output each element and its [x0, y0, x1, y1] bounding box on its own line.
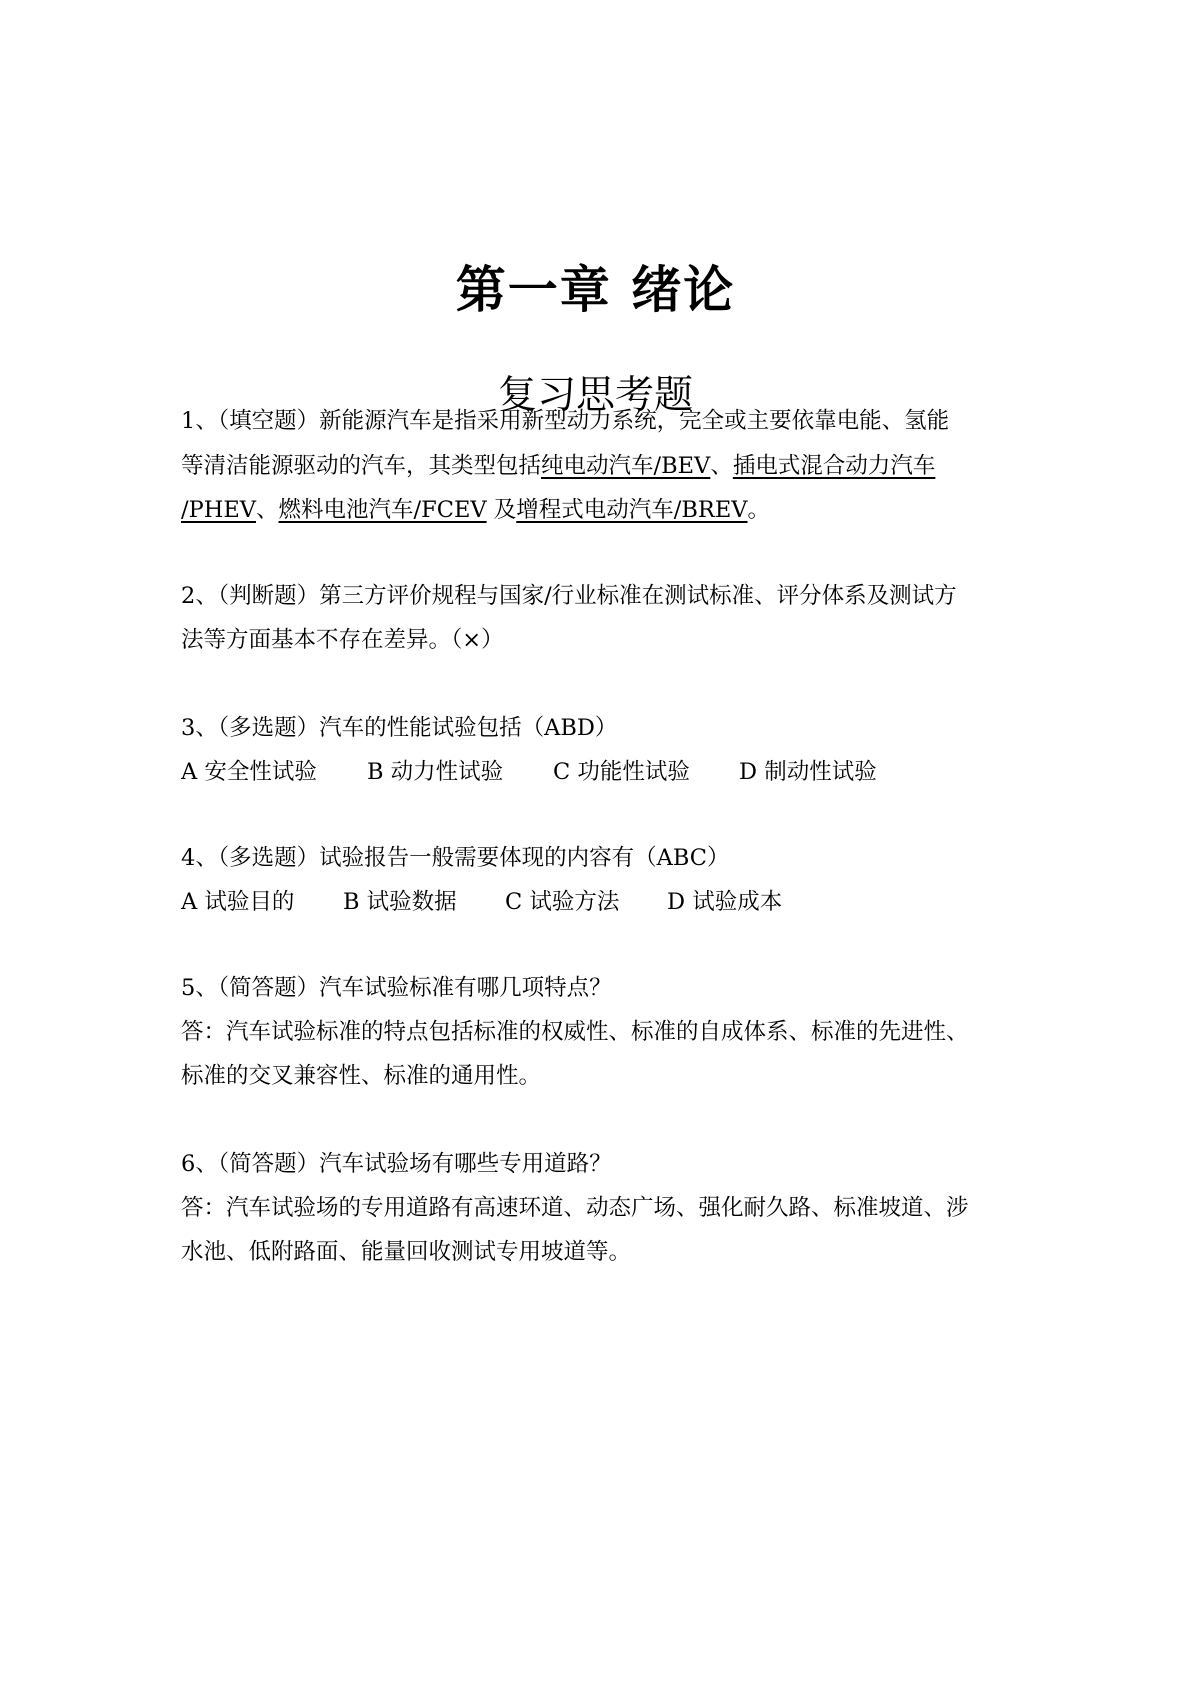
q1-line-2	[181, 450, 1021, 482]
q5-answer-line-1: 答：汽车试验标准的特点包括标准的权威性、标准的自成体系、标准的先进性、	[181, 1019, 969, 1045]
q1-line-3	[181, 494, 1021, 526]
q1-answer-bev: 纯电动汽车/BEV	[541, 453, 711, 479]
q4-option-d: D 试验成本	[667, 889, 783, 915]
q1-line-1: 1、（填空题）新能源汽车是指采用新型动力系统，完全或主要依靠电能、氢能	[181, 408, 950, 434]
q3-option-d: D 制动性试验	[739, 759, 877, 785]
q6-answer-line-1: 答：汽车试验场的专用道路有高速环道、动态广场、强化耐久路、标准坡道、涉	[181, 1195, 969, 1221]
q6-question: 6、（简答题）汽车试验场有哪些专用道路？	[181, 1151, 612, 1177]
q1-separator: 、	[256, 497, 279, 523]
q1-answer-brev: 增程式电动汽车/BREV	[516, 497, 748, 523]
q1-separator: 、	[710, 453, 733, 479]
q3-option-a: A 安全性试验	[181, 759, 317, 785]
section-title: 复习思考题	[497, 373, 693, 418]
q5-answer-line-2: 标准的交叉兼容性、标准的通用性。	[181, 1063, 542, 1089]
q2-line-2: 法等方面基本不存在差异。（×）	[181, 627, 504, 653]
q2-line-1: 2、（判断题）第三方评价规程与国家/行业标准在测试标准、评分体系及测试方	[181, 583, 957, 609]
q5-question: 5、（简答题）汽车试验标准有哪几项特点？	[181, 975, 612, 1001]
q4-option-c: C 试验方法	[505, 889, 620, 915]
q3-question: 3、（多选题）汽车的性能试验包括（ABD）	[181, 715, 618, 741]
q3-option-b: B 动力性试验	[367, 759, 504, 785]
q1-conjunction: 及	[486, 497, 517, 523]
q6-answer-line-2: 水池、低附路面、能量回收测试专用坡道等。	[181, 1239, 632, 1265]
q1-end: 。	[747, 497, 771, 523]
q1-answer-phev-abbr: /PHEV	[181, 497, 257, 523]
q1-text: 等清洁能源驱动的汽车，其类型包括	[181, 453, 542, 479]
q4-option-a: A 试验目的	[181, 889, 295, 915]
q1-answer-fcev: 燃料电池汽车/FCEV	[278, 497, 487, 523]
chapter-title: 第一章 绪论	[455, 260, 736, 319]
q4-question: 4、（多选题）试验报告一般需要体现的内容有（ABC）	[181, 845, 730, 871]
q1-answer-phev: 插电式混合动力汽车	[732, 453, 936, 479]
q3-option-c: C 功能性试验	[553, 759, 690, 785]
q4-option-b: B 试验数据	[343, 889, 457, 915]
